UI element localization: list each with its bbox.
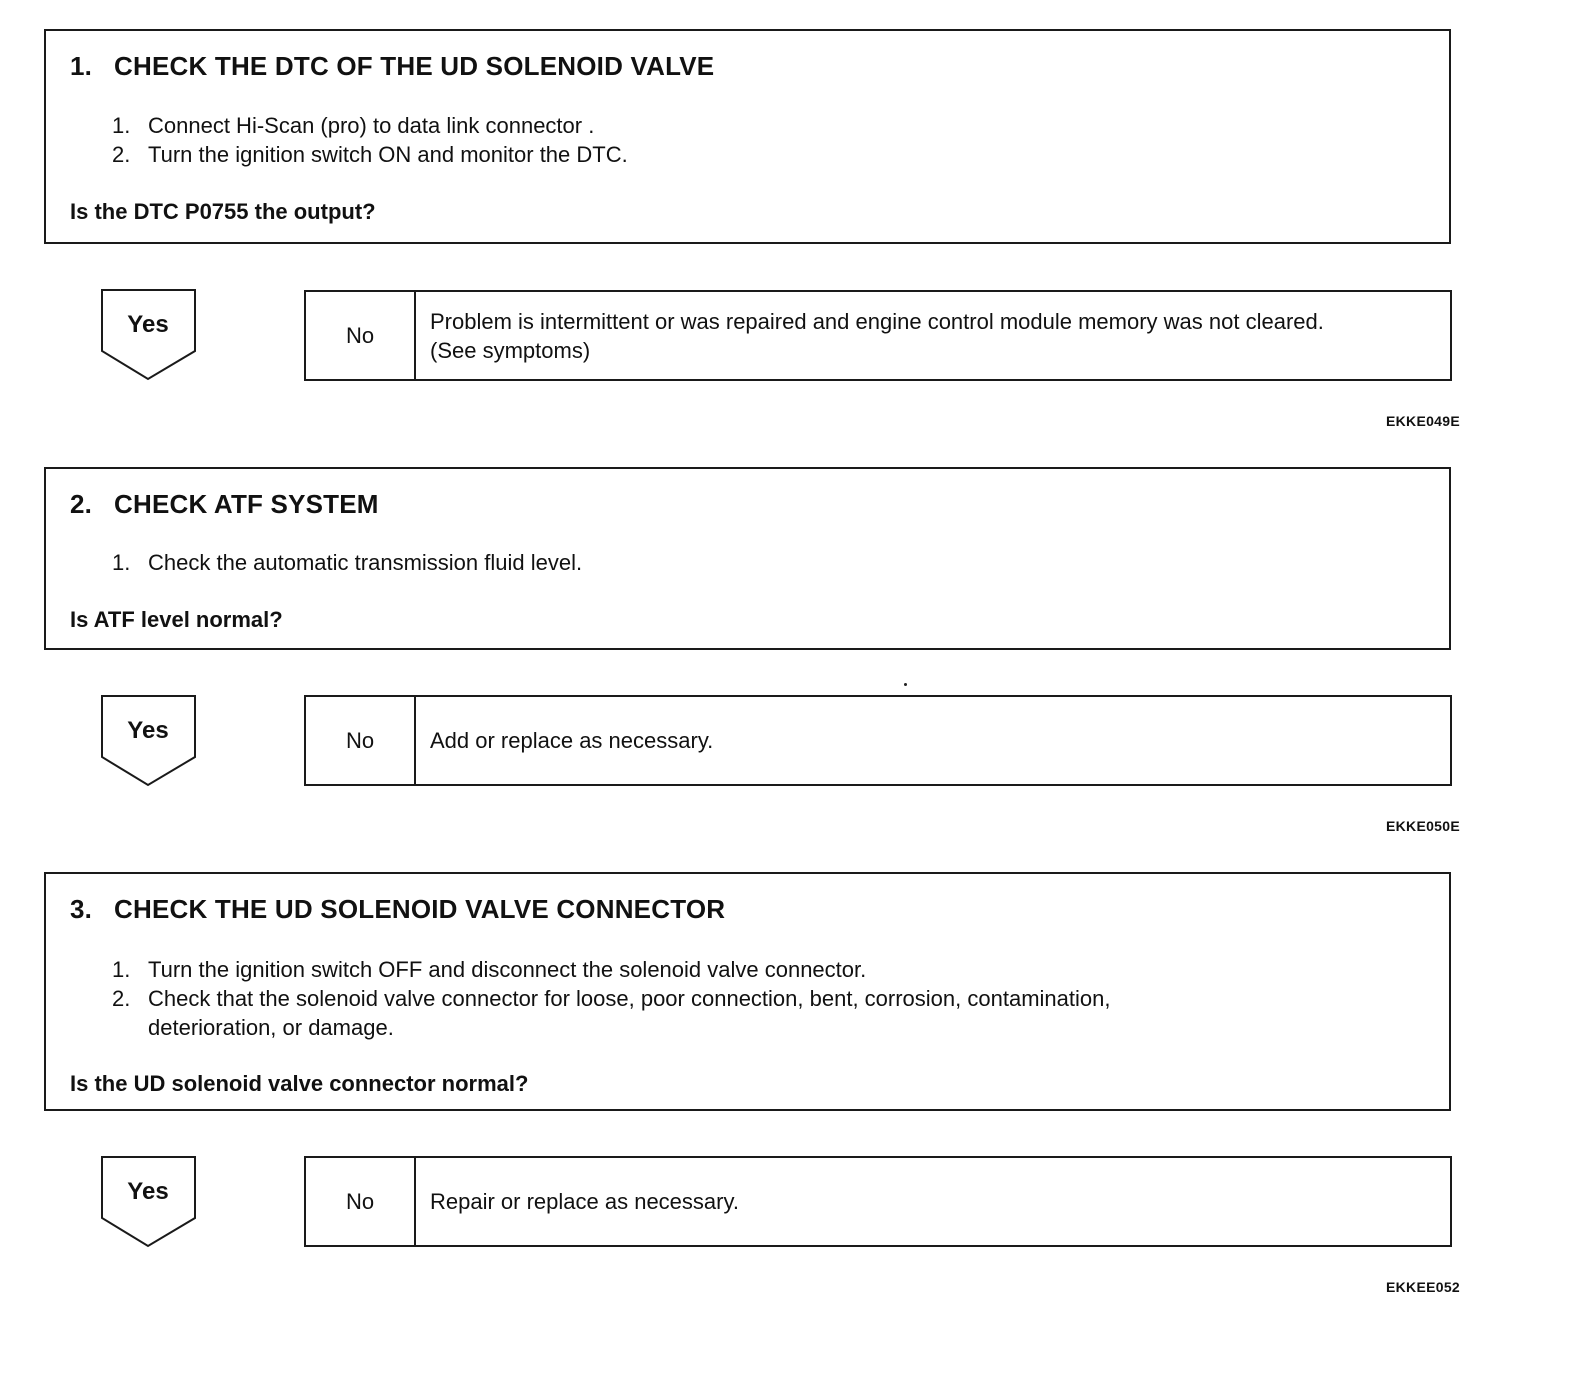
instruction-item: 1. Connect Hi-Scan (pro) to data link connector . xyxy=(112,113,595,138)
step-3-box xyxy=(44,872,1451,1111)
figure-code: EKKE050E xyxy=(1386,818,1460,834)
yes-label: Yes xyxy=(127,311,169,338)
stray-dot xyxy=(904,683,907,686)
step-3-title xyxy=(70,894,725,925)
step-3-no-box xyxy=(304,1156,1452,1247)
step-2-no-box xyxy=(304,695,1452,786)
no-label: No xyxy=(306,1158,416,1245)
no-label: No xyxy=(306,292,416,379)
step-1-instructions xyxy=(112,111,628,169)
step-2-title-text: CHECK ATF SYSTEM xyxy=(114,489,379,519)
instruction-item: 2. Turn the ignition switch ON and monitor the DTC. xyxy=(112,142,628,167)
instruction-item: 1. Turn the ignition switch OFF and disconnect the solenoid valve connector. xyxy=(112,957,867,982)
step-3-question: Is the UD solenoid valve connector normal? xyxy=(70,1071,529,1096)
no-text: Problem is intermittent or was repaired and engine control module memory was not cleared. (See symptoms) xyxy=(430,308,1324,363)
no-text: Repair or replace as necessary. xyxy=(430,1189,739,1214)
step-1-no-box xyxy=(304,290,1452,381)
step-2-yes-arrow xyxy=(101,695,197,787)
yes-label: Yes xyxy=(127,1178,169,1205)
step-2-box xyxy=(44,467,1451,650)
step-3-number: 3. xyxy=(70,894,93,924)
instruction-item: 1. Check the automatic transmission fluid level. xyxy=(112,550,583,575)
instruction-item: 2. Check that the solenoid valve connector for loose, poor connection, bent, corrosion, contamination, deterioration, or damage. xyxy=(112,986,1111,1040)
step-2-question: Is ATF level normal? xyxy=(70,607,283,632)
step-2-title xyxy=(70,489,379,520)
step-3-yes-arrow xyxy=(101,1156,197,1248)
no-label: No xyxy=(306,697,416,784)
step-1-yes-arrow xyxy=(101,289,197,381)
step-2-instructions xyxy=(112,548,582,577)
step-1-number: 1. xyxy=(70,51,93,81)
step-3-instructions xyxy=(112,955,1110,1042)
step-1-question: Is the DTC P0755 the output? xyxy=(70,199,376,224)
step-1-title xyxy=(70,51,714,82)
step-1-title-text: CHECK THE DTC OF THE UD SOLENOID VALVE xyxy=(114,51,715,81)
figure-code: EKKE049E xyxy=(1386,413,1460,429)
step-3-title-text: CHECK THE UD SOLENOID VALVE CONNECTOR xyxy=(114,894,726,924)
no-text: Add or replace as necessary. xyxy=(430,728,714,753)
step-1-box xyxy=(44,29,1451,244)
figure-code: EKKEE052 xyxy=(1386,1279,1460,1295)
yes-label: Yes xyxy=(127,717,169,744)
step-2-number: 2. xyxy=(70,489,93,519)
